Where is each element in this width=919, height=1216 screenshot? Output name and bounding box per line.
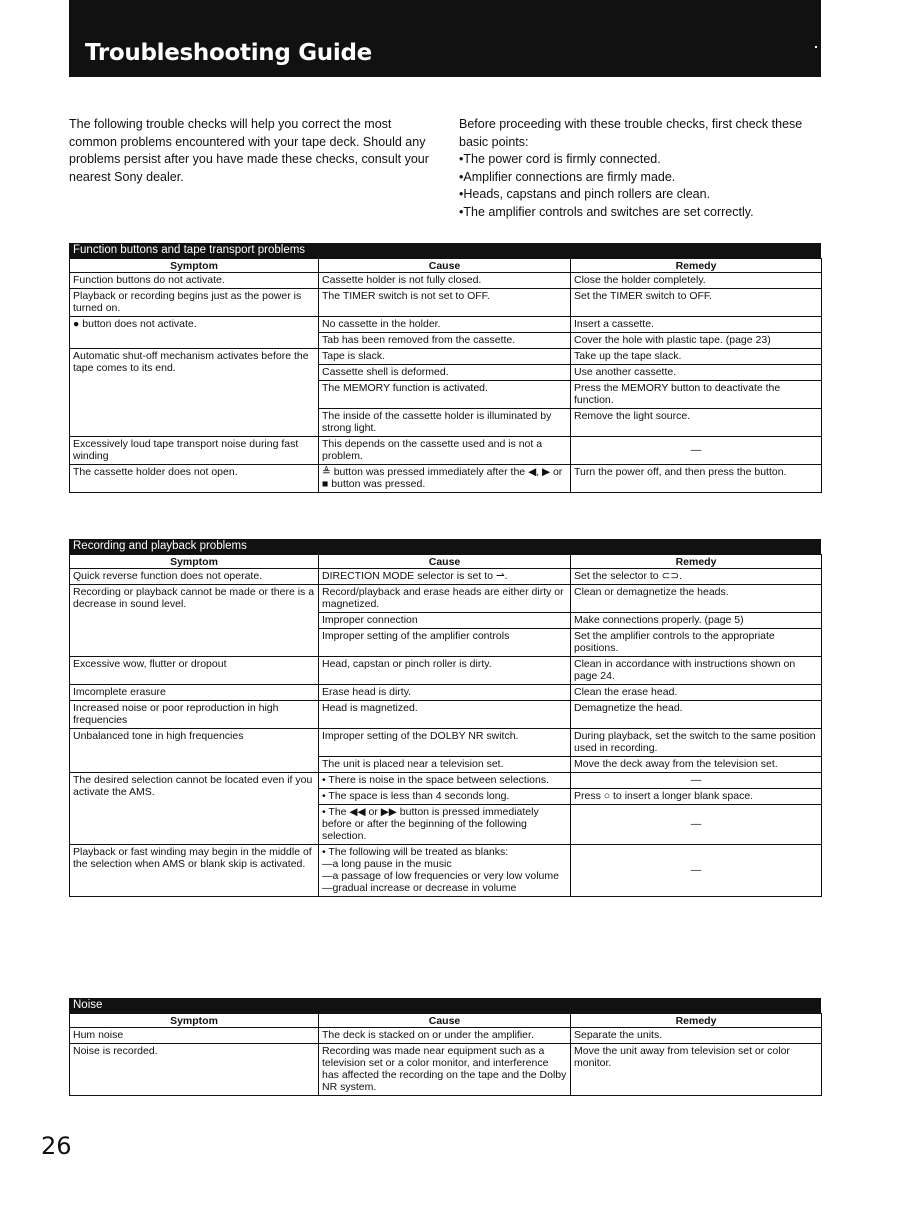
table-row bbox=[70, 685, 822, 701]
page-number: 26 bbox=[41, 1132, 72, 1160]
cause-cell: Tape is slack. bbox=[319, 349, 571, 365]
cause-cell: Cassette holder is not fully closed. bbox=[319, 273, 571, 289]
table-header-row bbox=[70, 1014, 822, 1028]
cause-cell: Cassette shell is deformed. bbox=[319, 365, 571, 381]
checklist-item: • The power cord is firmly connected. bbox=[459, 151, 819, 169]
checklist-item: • Amplifier connections are firmly made. bbox=[459, 169, 819, 187]
remedy-cell: Take up the tape slack. bbox=[571, 349, 822, 365]
cause-cell: The deck is stacked on or under the amplifier. bbox=[319, 1028, 571, 1044]
symptom-cell: Imcomplete erasure bbox=[70, 685, 319, 701]
symptom-cell: Function buttons do not activate. bbox=[70, 273, 319, 289]
remedy-cell: Move the deck away from the television set. bbox=[571, 757, 822, 773]
cause-cell: Tab has been removed from the cassette. bbox=[319, 333, 571, 349]
remedy-cell: Turn the power off, and then press the button. bbox=[571, 465, 822, 493]
table-row bbox=[70, 773, 822, 789]
section-heading: Recording and playback problems bbox=[69, 539, 821, 554]
remedy-cell: Remove the light source. bbox=[571, 409, 822, 437]
symptom-cell: Quick reverse function does not operate. bbox=[70, 569, 319, 585]
title-dot bbox=[815, 46, 817, 48]
table-row bbox=[70, 289, 822, 317]
page-title: Troubleshooting Guide bbox=[85, 40, 372, 66]
section-recording bbox=[69, 539, 821, 897]
checklist bbox=[459, 151, 819, 221]
cause-header: Cause bbox=[319, 555, 571, 569]
symptom-cell: Excessively loud tape transport noise during fast winding bbox=[70, 437, 319, 465]
cause-cell: • The following will be treated as blanks: —a long pause in the music —a passage of low frequencies or very low volume —gradual increase or decrease in volume bbox=[319, 845, 571, 897]
remedy-cell: Close the holder completely. bbox=[571, 273, 822, 289]
symptom-header: Symptom bbox=[70, 1014, 319, 1028]
remedy-cell: Clean the erase head. bbox=[571, 685, 822, 701]
table-row bbox=[70, 465, 822, 493]
troubleshooting-table bbox=[69, 258, 822, 493]
cause-cell: ≜ button was pressed immediately after the ◀, ▶ or ■ button was pressed. bbox=[319, 465, 571, 493]
table-row bbox=[70, 701, 822, 729]
cause-cell: • The space is less than 4 seconds long. bbox=[319, 789, 571, 805]
intro-checklist bbox=[459, 116, 819, 221]
remedy-cell: Set the TIMER switch to OFF. bbox=[571, 289, 822, 317]
remedy-cell: Clean or demagnetize the heads. bbox=[571, 585, 822, 613]
symptom-cell: Unbalanced tone in high frequencies bbox=[70, 729, 319, 773]
symptom-cell: Automatic shut-off mechanism activates before the tape comes to its end. bbox=[70, 349, 319, 437]
table-row bbox=[70, 585, 822, 613]
section-noise bbox=[69, 998, 821, 1096]
symptom-cell: Excessive wow, flutter or dropout bbox=[70, 657, 319, 685]
table-row bbox=[70, 1028, 822, 1044]
symptom-cell: Hum noise bbox=[70, 1028, 319, 1044]
table-row bbox=[70, 437, 822, 465]
remedy-header: Remedy bbox=[571, 555, 822, 569]
section-heading: Function buttons and tape transport problems bbox=[69, 243, 821, 258]
remedy-cell: — bbox=[571, 805, 822, 845]
cause-header: Cause bbox=[319, 1014, 571, 1028]
section-transport bbox=[69, 243, 821, 493]
troubleshooting-table bbox=[69, 554, 822, 897]
cause-cell: The unit is placed near a television set. bbox=[319, 757, 571, 773]
remedy-cell: Set the selector to ⊂⊃. bbox=[571, 569, 822, 585]
cause-cell: The MEMORY function is activated. bbox=[319, 381, 571, 409]
remedy-header: Remedy bbox=[571, 259, 822, 273]
remedy-cell: — bbox=[571, 437, 822, 465]
cause-cell: Record/playback and erase heads are either dirty or magnetized. bbox=[319, 585, 571, 613]
table-row bbox=[70, 317, 822, 333]
troubleshooting-table bbox=[69, 1013, 822, 1096]
remedy-cell: Separate the units. bbox=[571, 1028, 822, 1044]
checklist-item: • Heads, capstans and pinch rollers are clean. bbox=[459, 186, 819, 204]
cause-cell: Recording was made near equipment such as a television set or a color monitor, and interference has affected the recording on the tape and the Dolby NR system. bbox=[319, 1044, 571, 1096]
cause-cell: Improper setting of the DOLBY NR switch. bbox=[319, 729, 571, 757]
cause-cell: Head, capstan or pinch roller is dirty. bbox=[319, 657, 571, 685]
cause-cell: No cassette in the holder. bbox=[319, 317, 571, 333]
symptom-cell: Recording or playback cannot be made or there is a decrease in sound level. bbox=[70, 585, 319, 657]
symptom-cell: Increased noise or poor reproduction in high frequencies bbox=[70, 701, 319, 729]
section-heading: Noise bbox=[69, 998, 821, 1013]
table-row bbox=[70, 657, 822, 685]
cause-cell: Improper setting of the amplifier controls bbox=[319, 629, 571, 657]
remedy-cell: Press the MEMORY button to deactivate the function. bbox=[571, 381, 822, 409]
remedy-header: Remedy bbox=[571, 1014, 822, 1028]
symptom-cell: Playback or fast winding may begin in the middle of the selection when AMS or blank skip is activated. bbox=[70, 845, 319, 897]
table-header-row bbox=[70, 259, 822, 273]
symptom-header: Symptom bbox=[70, 259, 319, 273]
table-row bbox=[70, 273, 822, 289]
table-row bbox=[70, 729, 822, 757]
symptom-cell: Noise is recorded. bbox=[70, 1044, 319, 1096]
symptom-cell: Playback or recording begins just as the power is turned on. bbox=[70, 289, 319, 317]
table-row bbox=[70, 349, 822, 365]
remedy-cell: Cover the hole with plastic tape. (page 23) bbox=[571, 333, 822, 349]
remedy-cell: Use another cassette. bbox=[571, 365, 822, 381]
checklist-item: • The amplifier controls and switches are set correctly. bbox=[459, 204, 819, 222]
cause-cell: The inside of the cassette holder is illuminated by strong light. bbox=[319, 409, 571, 437]
symptom-cell: The desired selection cannot be located even if you activate the AMS. bbox=[70, 773, 319, 845]
table-header-row bbox=[70, 555, 822, 569]
symptom-header: Symptom bbox=[70, 555, 319, 569]
cause-cell: • The ◀◀ or ▶▶ button is pressed immediately before or after the beginning of the following selection. bbox=[319, 805, 571, 845]
remedy-cell: Move the unit away from television set or color monitor. bbox=[571, 1044, 822, 1096]
intro-text: The following trouble checks will help you correct the most common problems encountered with your tape deck. Should any problems persist after you have made these checks, consult your nearest Sony dealer. bbox=[69, 117, 429, 184]
cause-cell: This depends on the cassette used and is not a problem. bbox=[319, 437, 571, 465]
symptom-cell: The cassette holder does not open. bbox=[70, 465, 319, 493]
remedy-cell: — bbox=[571, 845, 822, 897]
remedy-cell: Set the amplifier controls to the appropriate positions. bbox=[571, 629, 822, 657]
cause-cell: Erase head is dirty. bbox=[319, 685, 571, 701]
table-row bbox=[70, 569, 822, 585]
cause-cell: Improper connection bbox=[319, 613, 571, 629]
remedy-cell: Press ○ to insert a longer blank space. bbox=[571, 789, 822, 805]
title-bar bbox=[69, 0, 821, 77]
table-row bbox=[70, 1044, 822, 1096]
cause-cell: Head is magnetized. bbox=[319, 701, 571, 729]
cause-cell: DIRECTION MODE selector is set to ⇀. bbox=[319, 569, 571, 585]
remedy-cell: — bbox=[571, 773, 822, 789]
cause-cell: The TIMER switch is not set to OFF. bbox=[319, 289, 571, 317]
table-row bbox=[70, 845, 822, 897]
remedy-cell: Clean in accordance with instructions shown on page 24. bbox=[571, 657, 822, 685]
remedy-cell: Make connections properly. (page 5) bbox=[571, 613, 822, 629]
remedy-cell: Insert a cassette. bbox=[571, 317, 822, 333]
cause-cell: • There is noise in the space between selections. bbox=[319, 773, 571, 789]
checklist-lead: Before proceeding with these trouble checks, first check these basic points: bbox=[459, 117, 803, 149]
remedy-cell: During playback, set the switch to the same position used in recording. bbox=[571, 729, 822, 757]
symptom-cell: ● button does not activate. bbox=[70, 317, 319, 349]
remedy-cell: Demagnetize the head. bbox=[571, 701, 822, 729]
cause-header: Cause bbox=[319, 259, 571, 273]
